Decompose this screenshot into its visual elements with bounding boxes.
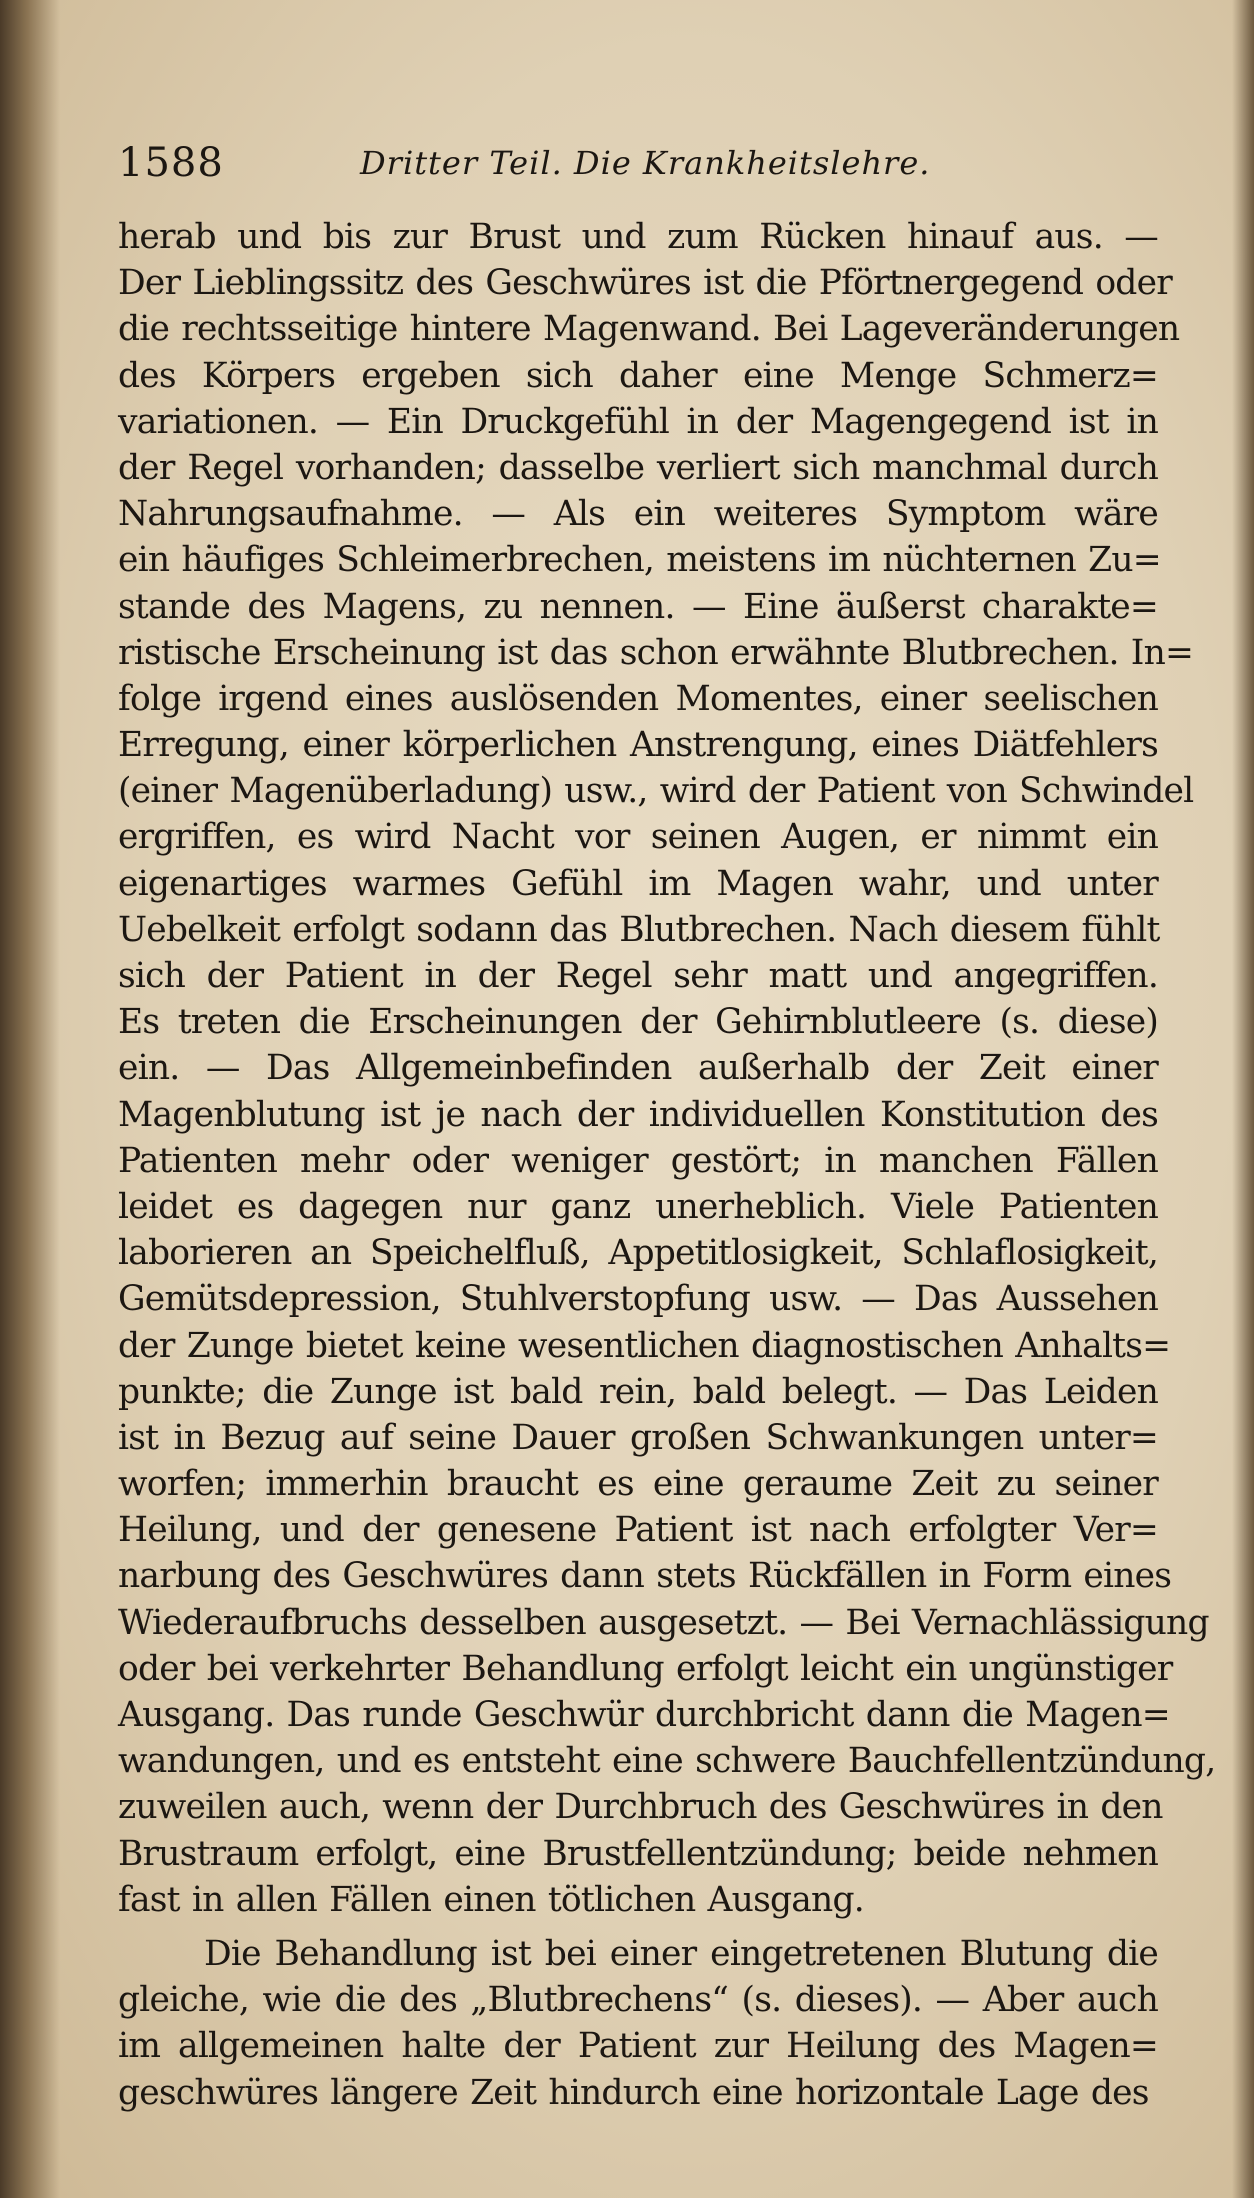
paragraph <box>118 214 1216 1923</box>
text-line: ein. — Das Allgemeinbefinden außerhalb der Zeit einer <box>118 1048 1158 1089</box>
text-line: stande des Magens, zu nennen. — Eine äußerst charakte= <box>118 586 1158 627</box>
text-line: zuweilen auch, wenn der Durchbruch des Geschwüres in den <box>118 1787 1163 1828</box>
paragraph-gap <box>118 1923 1158 1931</box>
text-line: ist in Bezug auf seine Dauer großen Schwankungen unter= <box>118 1417 1158 1458</box>
text-line: Heilung, und der genesene Patient ist nach erfolgter Ver= <box>118 1510 1158 1551</box>
text-line: die rechtsseitige hintere Magenwand. Bei Lageveränderungen <box>118 309 1180 350</box>
text-line: (einer Magenüberladung) usw., wird der Patient von Schwindel <box>118 771 1194 812</box>
text-line: Erregung, einer körperlichen Anstrengung, eines Diätfehlers <box>118 725 1158 766</box>
text-line: gleiche, wie die des „Blutbrechens“ (s. dieses). — Aber auch <box>118 1980 1158 2021</box>
page-gutter-shadow <box>0 0 60 2198</box>
text-line: Uebelkeit erfolgt sodann das Blutbrechen. Nach diesem fühlt <box>118 909 1160 950</box>
text-line: Ausgang. Das runde Geschwür durchbricht dann die Magen= <box>118 1695 1170 1735</box>
text-line: der Regel vorhanden; dasselbe verliert sich manchmal durch <box>118 447 1158 488</box>
text-line: Der Lieblingssitz des Geschwüres ist die Pförtnergegend oder <box>118 263 1172 304</box>
text-line: Es treten die Erscheinungen der Gehirnblutleere (s. diese) <box>118 1002 1158 1043</box>
text-line: leidet es dagegen nur ganz unerheblich. Viele Patienten <box>118 1186 1158 1227</box>
text-line: folge irgend eines auslösenden Momentes, einer seelischen <box>118 678 1158 719</box>
text-line: laborieren an Speichelfluß, Appetitlosigkeit, Schlaflosigkeit, <box>118 1233 1158 1274</box>
text-line: Gemütsdepression, Stuhlverstopfung usw. — Das Aussehen <box>118 1279 1158 1320</box>
text-line: wandungen, und es entsteht eine schwere Bauchfellentzündung, <box>118 1741 1216 1782</box>
text-line: geschwüres längere Zeit hindurch eine horizontale Lage des <box>118 2072 1149 2113</box>
text-line: variationen. — Ein Druckgefühl in der Magengegend ist in <box>118 401 1158 442</box>
text-line: Patienten mehr oder weniger gestört; in manchen Fällen <box>118 1140 1158 1181</box>
text-line: der Zunge bietet keine wesentlichen diagnostischen Anhalts= <box>118 1325 1171 1366</box>
text-line: herab und bis zur Brust und zum Rücken hinauf aus. — <box>118 217 1158 257</box>
text-line: Nahrungsaufnahme. — Als ein weiteres Symptom wäre <box>118 494 1158 535</box>
text-line: oder bei verkehrter Behandlung erfolgt leicht ein ungünstiger <box>118 1648 1173 1689</box>
body-text <box>118 214 1216 2116</box>
text-line: ristische Erscheinung ist das schon erwähnte Blutbrechen. In= <box>118 632 1194 673</box>
text-line: eigenartiges warmes Gefühl im Magen wahr, und unter <box>118 863 1158 904</box>
text-line: im allgemeinen halte der Patient zur Heilung des Magen= <box>118 2026 1158 2067</box>
text-line: Die Behandlung ist bei einer eingetretenen Blutung die <box>204 1933 1158 1974</box>
text-line: Brustraum erfolgt, eine Brustfellentzündung; beide nehmen <box>118 1833 1158 1874</box>
paragraph <box>118 1931 1158 2116</box>
text-line: Wiederaufbruchs desselben ausgesetzt. — Bei Vernachlässigung <box>118 1602 1209 1643</box>
text-line: worfen; immerhin braucht es eine geraume Zeit zu seiner <box>118 1464 1158 1505</box>
text-line: des Körpers ergeben sich daher eine Menge Schmerz= <box>118 355 1158 396</box>
text-line: ein häufiges Schleimerbrechen, meistens im nüchternen Zu= <box>118 540 1161 581</box>
text-line: punkte; die Zunge ist bald rein, bald belegt. — Das Leiden <box>118 1371 1158 1412</box>
running-head: Dritter Teil. Die Krankheitslehre. <box>360 144 931 182</box>
text-line: fast in allen Fällen einen tötlichen Ausgang. <box>118 1879 864 1920</box>
text-line: sich der Patient in der Regel sehr matt und angegriffen. <box>118 956 1158 996</box>
page-number: 1588 <box>118 140 224 186</box>
text-line: narbung des Geschwüres dann stets Rückfällen in Form eines <box>118 1556 1172 1597</box>
page-edge-shadow <box>1232 0 1254 2198</box>
text-line: Magenblutung ist je nach der individuellen Konstitution des <box>118 1094 1158 1135</box>
text-line: ergriffen, es wird Nacht vor seinen Augen, er nimmt ein <box>118 817 1158 858</box>
page-header <box>118 140 1158 190</box>
